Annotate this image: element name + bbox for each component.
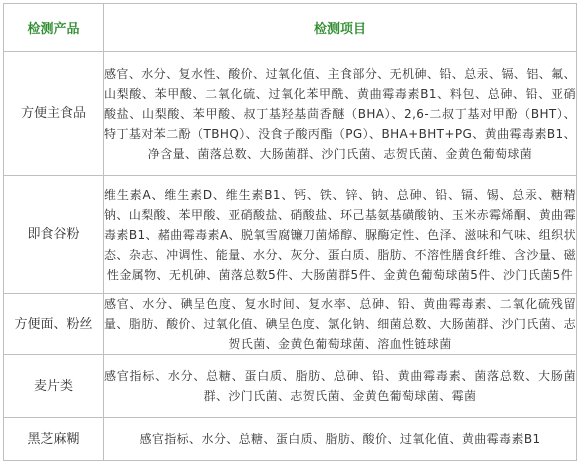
inspection-table	[3, 3, 577, 461]
product-name: 黑芝麻糊	[4, 418, 104, 461]
table-row	[4, 355, 577, 418]
test-items: 感官、水分、复水性、酸价、过氧化值、主食部分、无机砷、铅、总汞、镉、铝、氟、山梨酸、苯甲酸、二氧化硫、过氧化苯甲酰、黄曲霉毒素B1、料包、总砷、铅、亚硝酸盐、山梨酸、苯甲酸、叔丁基羟基茴香醚（BHA）、2,6-二叔丁基对甲酚（BHT）、特丁基对苯二酚（TBHQ）、没食子酸丙酯（PG）、BHA+BHT+PG、黄曲霉毒素B1、净含量、菌落总数、大肠菌群、沙门氏菌、志贺氏菌、金黄色葡萄球菌	[104, 52, 577, 176]
table-header-row	[4, 4, 577, 52]
test-items: 感官、水分、碘呈色度、复水时间、复水率、总砷、铅、黄曲霉毒素、二氧化硫残留量、脂肪、酸价、过氧化值、碘呈色度、氯化钠、细菌总数、大肠菌群、沙门氏菌、志贺氏菌、金黄色葡萄球菌、溶血性链球菌	[104, 294, 577, 355]
test-items: 感官指标、水分、总糖、蛋白质、脂肪、酸价、过氧化值、黄曲霉毒素B1	[104, 418, 577, 461]
test-items: 感官指标、水分、总糖、蛋白质、脂肪、总砷、铅、黄曲霉毒素、菌落总数、大肠菌群、沙门氏菌、志贺氏菌、金黄色葡萄球菌、霉菌	[104, 355, 577, 418]
header-product: 检测产品	[4, 4, 104, 52]
product-name: 方便主食品	[4, 52, 104, 176]
table-row	[4, 418, 577, 461]
table-row	[4, 294, 577, 355]
product-name: 麦片类	[4, 355, 104, 418]
test-items: 维生素A、维生素D、维生素B1、钙、铁、锌、钠、总砷、铅、镉、锡、总汞、糖精钠、山梨酸、苯甲酸、亚硝酸盐、硝酸盐、环己基氨基磺酸钠、玉米赤霉烯酮、黄曲霉毒素B1、赭曲霉毒素A、脱氧雪腐镰刀菌烯醇、脲酶定性、色泽、滋味和气味、组织状态、杂志、冲调性、能量、水分、灰分、蛋白质、脂肪、不溶性膳食纤维、含沙量、磁性金属物、无机砷、菌落总数5件、大肠菌群5件、金黄色葡萄球菌5件、沙门氏菌5件	[104, 176, 577, 294]
product-name: 方便面、粉丝	[4, 294, 104, 355]
table-row	[4, 176, 577, 294]
header-items: 检测项目	[104, 4, 577, 52]
product-name: 即食谷粉	[4, 176, 104, 294]
table-row	[4, 52, 577, 176]
